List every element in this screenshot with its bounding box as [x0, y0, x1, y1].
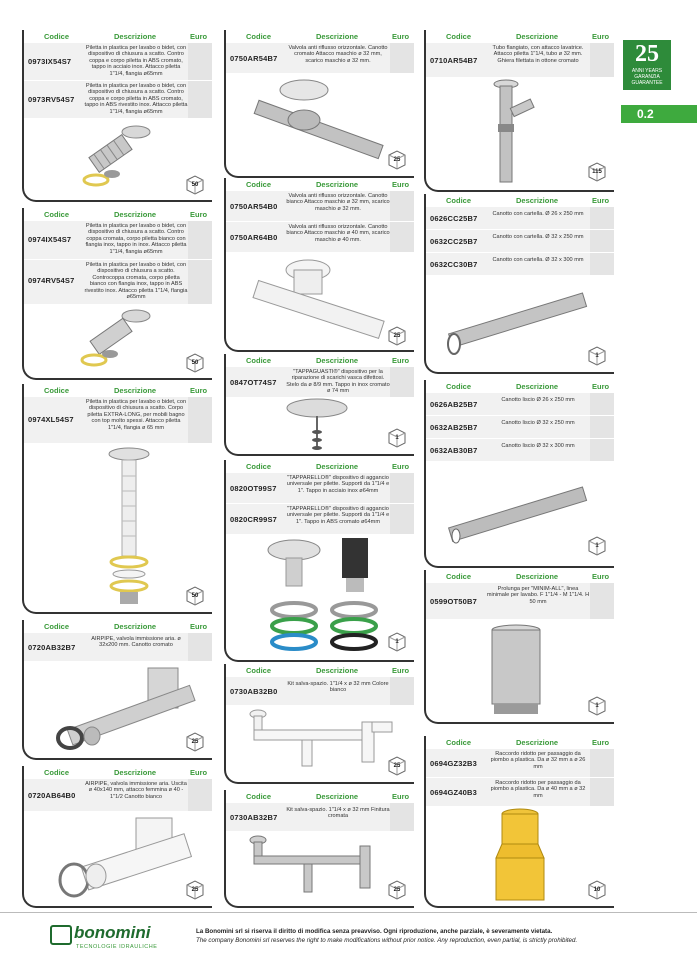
price-cell	[188, 221, 212, 259]
price-cell	[390, 473, 414, 503]
price-cell	[590, 393, 614, 415]
footer-divider	[0, 912, 697, 913]
price-cell	[590, 43, 614, 77]
header-codice: Codice	[246, 462, 272, 471]
header-codice: Codice	[246, 666, 272, 675]
product-block-0750ar-white	[224, 178, 414, 352]
header-euro: Euro	[190, 32, 208, 41]
product-block-canotto-liscio	[424, 380, 614, 568]
table-header	[24, 384, 212, 396]
badge-line3: GUARANTEE	[631, 80, 663, 86]
section-tab: 0.2	[621, 105, 697, 123]
price-cell	[188, 779, 212, 811]
header-euro: Euro	[190, 210, 208, 219]
product-code: 0974XL54S7	[28, 415, 74, 424]
package-quantity: 50	[191, 360, 199, 366]
tappaguasti-image	[282, 396, 352, 452]
price-cell	[590, 749, 614, 777]
package-quantity: 25	[393, 333, 401, 339]
product-code: 0974RV54S7	[28, 276, 75, 285]
header-euro: Euro	[592, 738, 610, 747]
product-description: AIRPIPE, valvola immissione aria. Uscita ø 40x140 mm, attacco femmina ø 40 - 1"1/2 Canotto bianco	[85, 781, 187, 800]
header-descrizione: Descrizione	[114, 768, 157, 777]
air-admittance-valve-white-image	[54, 814, 194, 902]
product-code: 0750AR54B7	[230, 54, 278, 63]
product-code: 0750AR64B0	[230, 233, 278, 242]
table-row	[426, 206, 614, 229]
table-row	[426, 748, 614, 777]
table-row	[426, 229, 614, 252]
table-header	[226, 790, 414, 802]
product-block-0820	[224, 460, 414, 662]
table-row	[226, 366, 414, 397]
anti-backflow-valve-chrome-image	[242, 76, 392, 172]
table-row	[24, 259, 212, 304]
table-header	[24, 620, 212, 632]
table-row	[24, 632, 212, 661]
product-description: Kit salva-spazio. 1"1/4 x ø 32 mm Finitura cromata	[286, 807, 390, 820]
product-description: Canotto con cartella. Ø 32 x 250 mm	[492, 234, 584, 240]
package-quantity: 25	[393, 887, 401, 893]
footer-notice-en: The company Bonomini srl reserves the right to make modifications without prior notice. Any reproduction, even partial, is strictly prohibited.	[196, 937, 578, 944]
package-quantity-box	[184, 173, 206, 195]
product-description: AIRPIPE, valvola immissione aria. ø 32x200 mm. Canotto cromato	[91, 636, 181, 649]
header-euro: Euro	[190, 768, 208, 777]
product-code: 0632AB30B7	[430, 446, 478, 455]
header-codice: Codice	[44, 386, 70, 395]
product-code: 0974IX54S7	[28, 235, 72, 244]
table-row	[24, 778, 212, 811]
table-header	[24, 30, 212, 42]
table-row	[24, 220, 212, 259]
table-row	[226, 190, 414, 221]
header-descrizione: Descrizione	[516, 572, 559, 581]
price-cell	[188, 81, 212, 118]
price-cell	[590, 439, 614, 461]
price-cell	[390, 504, 414, 534]
header-codice: Codice	[44, 210, 70, 219]
product-block-0730ab32b0	[224, 664, 414, 784]
product-description: Valvola anti riflusso orizzontale. Canotto bianco Attacco maschio ø 40 mm, scarico maschio ø 40 mm.	[286, 224, 390, 243]
table-header	[226, 664, 414, 676]
product-description: Canotto con cartella. Ø 32 x 300 mm	[492, 257, 584, 263]
table-header	[226, 460, 414, 472]
package-quantity: 1	[395, 435, 399, 441]
guarantee-badge	[623, 40, 671, 90]
header-euro: Euro	[592, 196, 610, 205]
product-code: 0847OT74S7	[230, 378, 277, 387]
table-row	[226, 676, 414, 705]
product-block-0599	[424, 570, 614, 724]
package-quantity-box	[184, 730, 206, 752]
product-description: "TAPPAGUASTI®" dispositivo per la riparazione di scarichi vasca difettosi. Stelo da ø 8/9 mm. Tappo in inox cromato ø 74 mm	[286, 369, 390, 395]
price-cell	[188, 43, 212, 80]
table-row	[426, 42, 614, 77]
product-description: Canotto liscio Ø 32 x 300 mm	[501, 443, 575, 449]
tube-with-flange-image	[440, 282, 590, 360]
product-code: 0694GZ40B3	[430, 788, 478, 797]
product-code: 0973RV54S7	[28, 95, 75, 104]
table-row	[426, 392, 614, 415]
product-description: Canotto liscio Ø 26 x 250 mm	[501, 397, 575, 403]
header-descrizione: Descrizione	[516, 32, 559, 41]
header-codice: Codice	[246, 792, 272, 801]
product-code: 0632CC30B7	[430, 260, 478, 269]
space-saving-kit-chrome-image	[244, 834, 394, 902]
table-row	[426, 777, 614, 806]
header-codice: Codice	[446, 572, 472, 581]
table-header	[426, 194, 614, 206]
product-code: 0710AR54B7	[430, 56, 478, 65]
product-description: "TAPPARELLO®" dispositivo di aggancio universale per pilette. Supporti da 1"1/4 e 1". Tappo in ABS cromato ø64mm	[286, 506, 390, 525]
price-cell	[188, 633, 212, 661]
price-cell	[590, 778, 614, 806]
anti-backflow-valve-white-image	[242, 256, 392, 346]
table-row	[226, 221, 414, 252]
table-header	[426, 30, 614, 42]
product-block-0710	[424, 30, 614, 192]
header-codice: Codice	[446, 382, 472, 391]
table-row	[226, 503, 414, 534]
header-euro: Euro	[190, 386, 208, 395]
product-code: 0632AB25B7	[430, 423, 478, 432]
package-quantity-box	[586, 344, 608, 366]
product-block-0750ar54b7	[224, 30, 414, 178]
product-description: Piletta in plastica per lavabo o bidet, con dispositivo di chiusura a scatto. Corpo piletta EXTRA-LONG, per mobili bagno con top molto spessi. Attacco piletta 1"1/4, flangia ø 65 mm	[85, 399, 187, 431]
tapparello-image	[262, 536, 392, 656]
price-cell	[590, 583, 614, 619]
product-description: "TAPPARELLO®" dispositivo di aggancio universale per pilette. Supporti da 1"1/4 e 1". Tappo in acciaio inox ø64mm	[286, 475, 390, 494]
table-row	[226, 42, 414, 73]
package-quantity-box	[386, 148, 408, 170]
product-description: Tubo flangiato, con attacco lavatrice. Attacco piletta 1"1/4, tubo ø 32 mm. Ghiera filettata in ottone cromato	[492, 45, 584, 64]
header-codice: Codice	[44, 32, 70, 41]
header-codice: Codice	[246, 356, 272, 365]
product-description: Valvola anti riflusso orizzontale. Canotto cromato Attacco maschio ø 32 mm, scarico maschio ø 32 mm.	[288, 45, 388, 64]
air-admittance-valve-image	[48, 666, 198, 754]
logo-mark-icon	[50, 925, 72, 945]
header-descrizione: Descrizione	[316, 462, 359, 471]
product-code: 0720AB32B7	[28, 643, 76, 652]
header-descrizione: Descrizione	[114, 32, 157, 41]
price-cell	[390, 222, 414, 252]
product-code: 0694GZ32B3	[430, 759, 478, 768]
package-quantity-box	[386, 324, 408, 346]
product-block-0720ab32	[22, 620, 212, 760]
extension-piece-image	[488, 624, 544, 718]
price-cell	[390, 677, 414, 705]
header-euro: Euro	[592, 382, 610, 391]
package-quantity-box	[586, 694, 608, 716]
table-row	[226, 802, 414, 831]
header-codice: Codice	[246, 32, 272, 41]
product-description: Raccordo ridotto per passaggio da piombo a plastica. Da ø 32 mm a ø 26 mm	[490, 751, 586, 770]
price-cell	[590, 416, 614, 438]
product-description: Kit salva-spazio. 1"1/4 x ø 32 mm Colore bianco	[287, 681, 389, 694]
header-codice: Codice	[246, 180, 272, 189]
header-codice: Codice	[446, 738, 472, 747]
table-header	[226, 30, 414, 42]
package-quantity: 25	[191, 739, 199, 745]
price-cell	[590, 230, 614, 252]
header-euro: Euro	[392, 792, 410, 801]
table-row	[426, 252, 614, 275]
product-block-0694	[424, 736, 614, 908]
table-header	[24, 208, 212, 220]
extra-long-waste-image	[104, 446, 154, 606]
header-euro: Euro	[592, 572, 610, 581]
package-quantity: 25	[393, 763, 401, 769]
header-descrizione: Descrizione	[516, 382, 559, 391]
space-saving-kit-white-image	[244, 708, 394, 778]
product-description: Raccordo ridotto per passaggio da piombo a plastica. Da ø 40 mm a ø 32 mm	[490, 780, 586, 799]
price-cell	[390, 191, 414, 221]
header-descrizione: Descrizione	[114, 622, 157, 631]
badge-line1: ANNI YEARS	[631, 68, 663, 74]
package-quantity-box	[386, 878, 408, 900]
product-block-0974xl	[22, 384, 212, 614]
product-block-0720ab64	[22, 766, 212, 908]
basin-waste-image	[74, 122, 154, 194]
product-code: 0730AB32B0	[230, 687, 278, 696]
header-euro: Euro	[592, 32, 610, 41]
header-descrizione: Descrizione	[516, 738, 559, 747]
header-descrizione: Descrizione	[114, 210, 157, 219]
product-description: Piletta in plastica per lavabo o bidet, con dispositivo di chiusura a scatto. Contro coppa cromata, corpo piletta bianco con flangia inox, tappo in inox. Attacco piletta 1"1/4, flangia ø65mm	[85, 223, 187, 255]
table-header	[226, 178, 414, 190]
product-code: 0820CR99S7	[230, 515, 278, 524]
product-code: 0720AB64B0	[28, 791, 76, 800]
header-descrizione: Descrizione	[316, 666, 359, 675]
table-row	[426, 415, 614, 438]
price-cell	[590, 207, 614, 229]
header-euro: Euro	[392, 180, 410, 189]
header-euro: Euro	[392, 356, 410, 365]
product-description: Piletta in plastica per lavabo o bidet, con dispositivo di chiusura a scatto. Contro coppa e corpo piletta in ABS cromato, tappo in ABS rivestito inox. Attacco piletta 1"1/4, flangia ø65mm	[84, 83, 188, 115]
product-block-canotto-cartella	[424, 194, 614, 374]
price-cell	[590, 253, 614, 275]
product-description: Piletta in plastica per lavabo o bidet, con dispositivo di chiusura a scatto. Controcoppa cromata, corpo piletta bianco con flangia inox, tappo in ABS rivestito inox. Attacco piletta 1"1/4, flangia ø65mm	[84, 262, 188, 301]
logo-tagline: TECNOLOGIE IDRAULICHE	[76, 944, 158, 950]
price-cell	[390, 803, 414, 831]
header-descrizione: Descrizione	[316, 792, 359, 801]
product-description: Valvola anti riflusso orizzontale. Canotto bianco Attacco maschio ø 32 mm, scarico maschio ø 32 mm.	[286, 193, 390, 212]
header-euro: Euro	[190, 622, 208, 631]
product-code: 0750AR54B0	[230, 202, 278, 211]
price-cell	[188, 397, 212, 443]
package-quantity: 25	[191, 887, 199, 893]
package-quantity-box	[386, 754, 408, 776]
header-codice: Codice	[446, 32, 472, 41]
reducer-fitting-image	[492, 808, 548, 904]
table-row	[24, 80, 212, 118]
package-quantity: 50	[191, 182, 199, 188]
footer-logo	[50, 924, 162, 954]
table-header	[426, 570, 614, 582]
table-header	[426, 380, 614, 392]
badge-number: 25	[635, 41, 659, 67]
package-quantity-box	[184, 584, 206, 606]
table-row	[226, 472, 414, 503]
package-quantity-box	[184, 878, 206, 900]
table-row	[24, 42, 212, 80]
logo-text: bonomini	[74, 923, 151, 942]
product-code: 0632CC25B7	[430, 237, 478, 246]
header-descrizione: Descrizione	[114, 386, 157, 395]
product-description: Piletta in plastica per lavabo o bidet, con dispositivo di chiusura a scatto. Contro coppa e corpo piletta in ABS cromato, tappo in acciaio inox. Attacco piletta 1"1/4, flangia ø65mm	[85, 45, 187, 77]
package-quantity-box	[586, 534, 608, 556]
package-quantity-box	[586, 160, 608, 182]
header-euro: Euro	[392, 666, 410, 675]
header-codice: Codice	[44, 768, 70, 777]
package-quantity-box	[184, 351, 206, 373]
product-description: Canotto liscio Ø 32 x 250 mm	[501, 420, 575, 426]
package-quantity: 115	[592, 169, 602, 175]
header-descrizione: Descrizione	[316, 356, 359, 365]
package-quantity: 1	[395, 639, 399, 645]
price-cell	[188, 260, 212, 304]
table-row	[24, 396, 212, 443]
package-quantity: 1	[595, 703, 599, 709]
package-quantity: 50	[191, 593, 199, 599]
footer-notice-it: La Bonomini srl si riserva il diritto di modifica senza preavviso. Ogni riproduzione, anche parziale, è severamente vietata.	[196, 928, 553, 935]
product-block-0974	[22, 208, 212, 380]
product-code: 0973IX54S7	[28, 57, 72, 66]
package-quantity-box	[386, 630, 408, 652]
header-codice: Codice	[44, 622, 70, 631]
product-code: 0820OT99S7	[230, 484, 277, 493]
header-euro: Euro	[392, 32, 410, 41]
basin-waste-image	[74, 306, 154, 374]
table-header	[426, 736, 614, 748]
package-quantity: 1	[595, 353, 599, 359]
badge-line2: GARANZIA	[634, 74, 660, 80]
package-quantity-box	[386, 426, 408, 448]
header-descrizione: Descrizione	[316, 32, 359, 41]
smooth-tube-image	[440, 476, 590, 552]
product-code: 0626CC25B7	[430, 214, 478, 223]
product-description: Prolunga per "MINIM-ALL", linea minimale per lavabo. F 1"1/4 - M 1"1/4. H 50 mm	[486, 586, 590, 605]
product-code: 0599OT50B7	[430, 597, 478, 606]
product-code: 0626AB25B7	[430, 400, 478, 409]
header-euro: Euro	[392, 462, 410, 471]
table-header	[24, 766, 212, 778]
header-codice: Codice	[446, 196, 472, 205]
flanged-tube-image	[486, 78, 546, 186]
product-description: Canotto con cartella. Ø 26 x 250 mm	[492, 211, 584, 217]
package-quantity: 10	[593, 887, 601, 893]
product-code: 0730AB32B7	[230, 813, 278, 822]
price-cell	[390, 43, 414, 73]
package-quantity: 1	[595, 543, 599, 549]
package-quantity: 25	[393, 157, 401, 163]
product-block-0973	[22, 30, 212, 202]
price-cell	[390, 367, 414, 397]
product-block-0730ab32b7	[224, 790, 414, 908]
package-quantity-box	[586, 878, 608, 900]
table-header	[226, 354, 414, 366]
table-row	[426, 438, 614, 461]
header-descrizione: Descrizione	[516, 196, 559, 205]
table-row	[426, 582, 614, 619]
header-descrizione: Descrizione	[316, 180, 359, 189]
product-block-0847	[224, 354, 414, 456]
